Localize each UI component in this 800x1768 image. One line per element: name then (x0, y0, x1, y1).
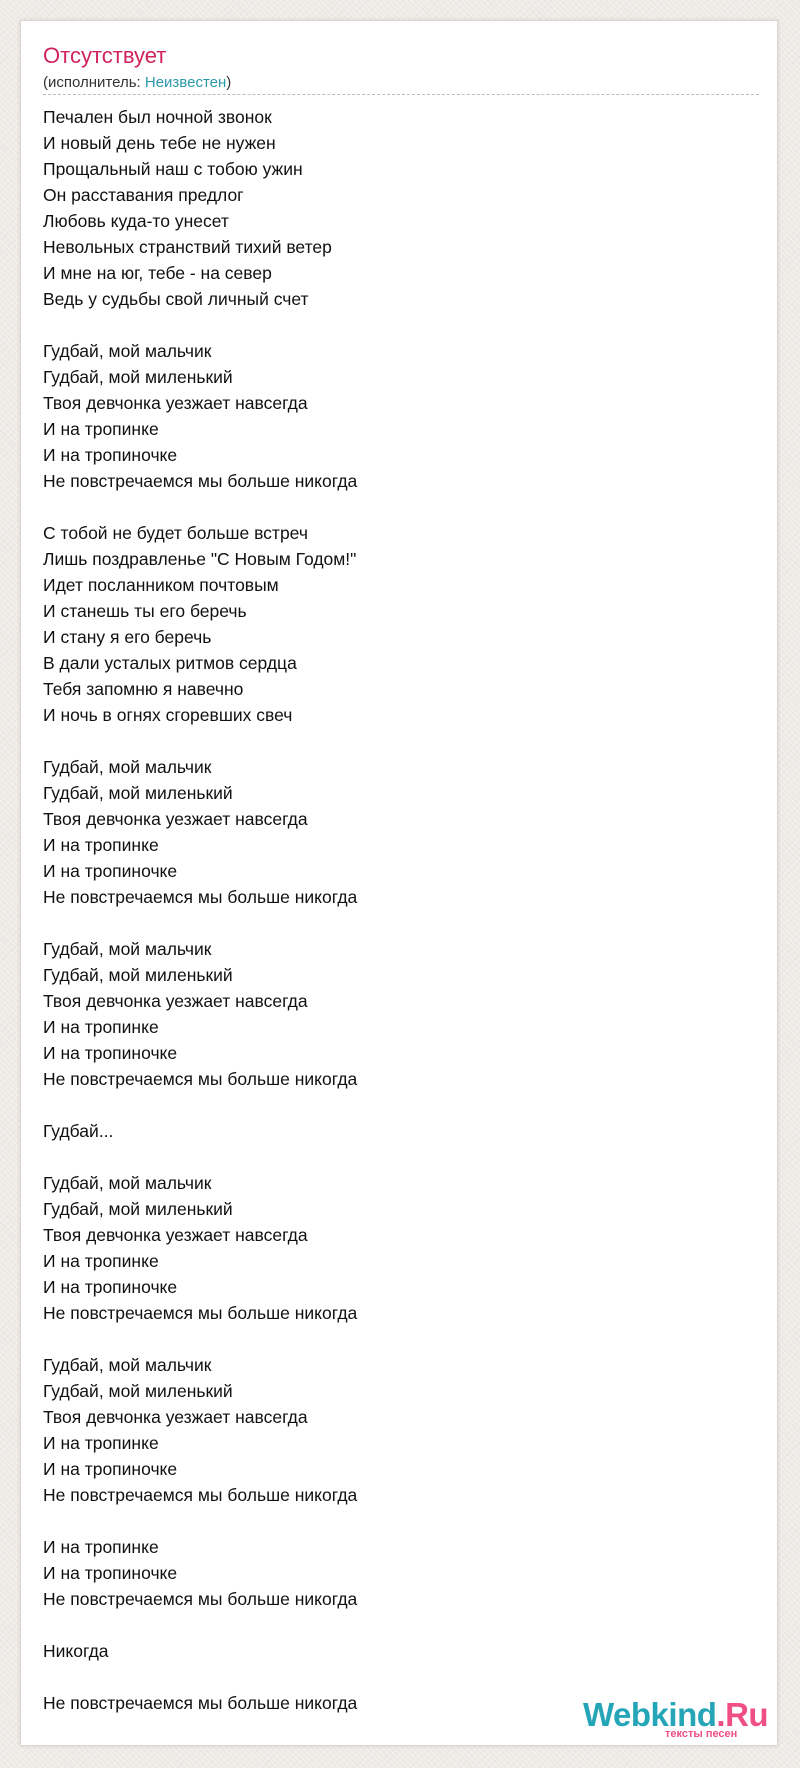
lyrics-line: И на тропинке (43, 1537, 159, 1557)
lyrics-line: И на тропиночке (43, 861, 178, 881)
lyrics-line: Не повстречаемся мы больше никогда (43, 1485, 358, 1505)
lyrics-line: Твоя девчонка уезжает навсегда (43, 1407, 308, 1427)
lyrics-line: И станешь ты его беречь (43, 601, 247, 621)
lyrics-line: Твоя девчонка уезжает навсегда (43, 1225, 308, 1245)
lyrics-line: В дали усталых ритмов сердца (43, 653, 297, 673)
watermark-tagline: тексты песен (665, 1728, 738, 1740)
lyrics-line: И на тропиночке (43, 445, 178, 465)
site-watermark-logo (583, 1697, 783, 1741)
lyrics-line: Любовь куда-то унесет (43, 211, 229, 231)
lyrics-line: Не повстречаемся мы больше никогда (43, 887, 358, 907)
lyrics-line: И на тропиночке (43, 1277, 178, 1297)
lyrics-stanza (43, 1352, 743, 1508)
lyrics-line: Не повстречаемся мы больше никогда (43, 471, 358, 491)
lyrics-text (43, 104, 743, 1716)
lyrics-card (20, 20, 778, 1746)
lyrics-line: И на тропиночке (43, 1043, 178, 1063)
lyrics-line: С тобой не будет больше встреч (43, 523, 308, 543)
lyrics-line: Лишь поздравленье "С Новым Годом!" (43, 549, 357, 569)
lyrics-line: Твоя девчонка уезжает навсегда (43, 809, 308, 829)
artist-line (43, 74, 231, 92)
watermark-brand-main: Webkind (583, 1696, 717, 1733)
lyrics-line: Прощальный наш с тобою ужин (43, 159, 303, 179)
artist-link[interactable]: Неизвестен (144, 74, 227, 91)
lyrics-line: Гудбай, мой миленький (43, 965, 233, 985)
watermark-brand-tld: .Ru (716, 1696, 769, 1733)
lyrics-line: И на тропинке (43, 1251, 159, 1271)
lyrics-line: Невольных странствий тихий ветер (43, 237, 332, 257)
lyrics-line: Гудбай, мой мальчик (43, 939, 212, 959)
lyrics-line: И на тропинке (43, 835, 159, 855)
lyrics-line: Гудбай, мой мальчик (43, 341, 212, 361)
lyrics-stanza (43, 936, 743, 1092)
lyrics-stanza (43, 104, 743, 312)
lyrics-stanza (43, 754, 743, 910)
title-divider (43, 94, 759, 95)
lyrics-line: Печален был ночной звонок (43, 107, 272, 127)
lyrics-line: И на тропинке (43, 1017, 159, 1037)
lyrics-line: Гудбай, мой мальчик (43, 1173, 212, 1193)
lyrics-stanza (43, 1534, 743, 1612)
lyrics-line: Гудбай, мой миленький (43, 367, 233, 387)
lyrics-line: И стану я его беречь (43, 627, 212, 647)
lyrics-line: Гудбай, мой миленький (43, 1381, 233, 1401)
lyrics-line: И на тропиночке (43, 1563, 178, 1583)
lyrics-line: Гудбай, мой миленький (43, 783, 233, 803)
song-title: Отсутствует (43, 43, 167, 68)
artist-prefix: (исполнитель: (43, 74, 145, 91)
artist-suffix: ) (226, 74, 232, 91)
lyrics-line: И на тропинке (43, 419, 159, 439)
lyrics-line: Гудбай... (43, 1121, 114, 1141)
lyrics-stanza (43, 1638, 743, 1664)
lyrics-line: Он расставания предлог (43, 185, 244, 205)
lyrics-line: И на тропинке (43, 1433, 159, 1453)
lyrics-stanza (43, 338, 743, 494)
lyrics-line: И мне на юг, тебе - на север (43, 263, 272, 283)
lyrics-line: Не повстречаемся мы больше никогда (43, 1693, 358, 1713)
lyrics-line: Гудбай, мой миленький (43, 1199, 233, 1219)
lyrics-line: Идет посланником почтовым (43, 575, 279, 595)
lyrics-line: И ночь в огнях сгоревших свеч (43, 705, 293, 725)
lyrics-stanza (43, 1118, 743, 1144)
lyrics-line: Тебя запомню я навечно (43, 679, 244, 699)
lyrics-line: Твоя девчонка уезжает навсегда (43, 991, 308, 1011)
lyrics-line: Твоя девчонка уезжает навсегда (43, 393, 308, 413)
lyrics-line: Гудбай, мой мальчик (43, 1355, 212, 1375)
lyrics-line: Гудбай, мой мальчик (43, 757, 212, 777)
lyrics-line: Ведь у судьбы свой личный счет (43, 289, 309, 309)
lyrics-line: Не повстречаемся мы больше никогда (43, 1303, 358, 1323)
lyrics-line: Не повстречаемся мы больше никогда (43, 1589, 358, 1609)
lyrics-line: Не повстречаемся мы больше никогда (43, 1069, 358, 1089)
lyrics-stanza (43, 1170, 743, 1326)
lyrics-line: И на тропиночке (43, 1459, 178, 1479)
lyrics-line: И новый день тебе не нужен (43, 133, 276, 153)
lyrics-line: Никогда (43, 1641, 109, 1661)
lyrics-stanza (43, 520, 743, 728)
